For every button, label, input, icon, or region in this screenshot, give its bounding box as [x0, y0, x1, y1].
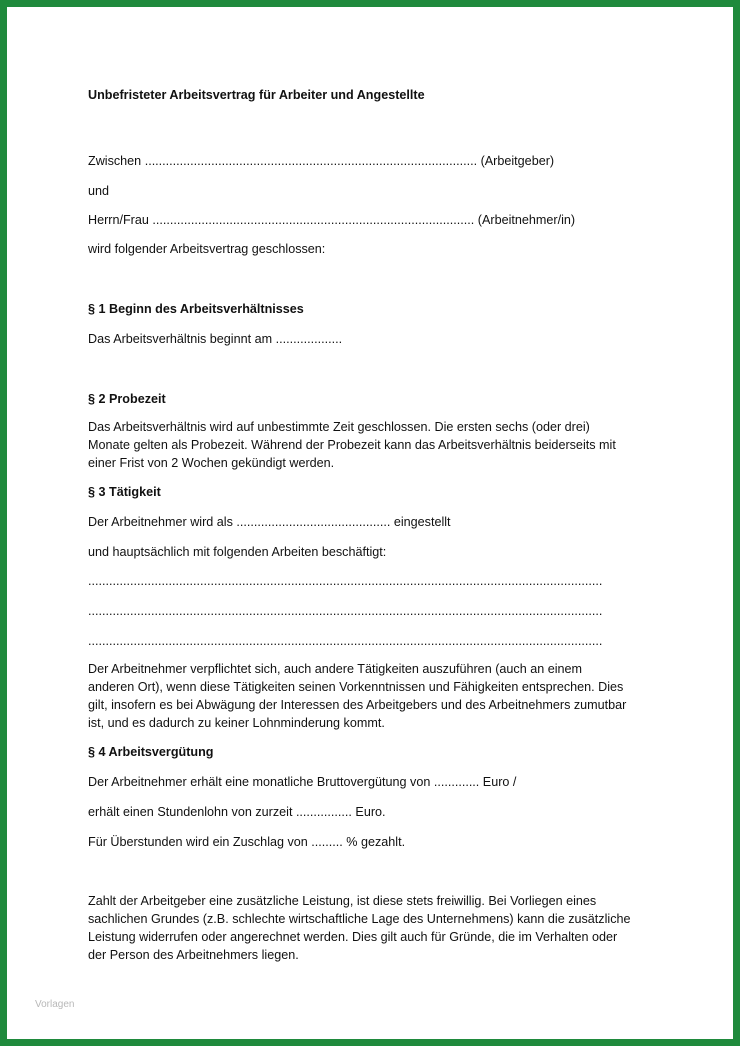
obligation-line: anderen Ort), wenn diese Tätigkeiten seinen Vorkenntnissen und Fähigkeiten entsprechen. Dies — [88, 680, 624, 694]
hourly-pay-line: erhält einen Stundenlohn von zurzeit ................ Euro. — [88, 805, 386, 819]
section-3-heading: § 3 Tätigkeit — [88, 485, 161, 499]
section-1-text: Das Arbeitsverhältnis beginnt am ................... — [88, 332, 343, 346]
obligation-line: ist, und es dadurch zu keiner Lohnminderung kommt. — [88, 716, 385, 730]
employee-line: Herrn/Frau ............................................................................................ (Arbeitnehmer/in) — [88, 213, 576, 227]
section-2-line: Monate gelten als Probezeit. Während der Probezeit kann das Arbeitsverhältnis beiderseits mit — [88, 438, 616, 452]
obligation-line: gilt, insofern es bei Abwägung der Interessen des Arbeitgebers und des Arbeitnehmers zumutbar — [88, 698, 627, 712]
blank-line: ................................................................................................................................................... — [88, 604, 603, 618]
section-4-heading: § 4 Arbeitsvergütung — [88, 745, 214, 759]
and-line: und — [88, 184, 110, 198]
mainly-line: und hauptsächlich mit folgenden Arbeiten beschäftigt: — [88, 545, 387, 559]
document-page — [7, 7, 733, 1039]
document-title: Unbefristeter Arbeitsvertrag für Arbeiter und Angestellte — [88, 88, 425, 102]
section-2-line: Das Arbeitsverhältnis wird auf unbestimmte Zeit geschlossen. Die ersten sechs (oder drei) — [88, 420, 590, 434]
overtime-line: Für Überstunden wird ein Zuschlag von ......... % gezahlt. — [88, 835, 406, 849]
blank-line: ................................................................................................................................................... — [88, 634, 603, 648]
obligation-line: Der Arbeitnehmer verpflichtet sich, auch andere Tätigkeiten auszuführen (auch an einem — [88, 662, 583, 676]
blank-line: ................................................................................................................................................... — [88, 574, 603, 588]
extra-benefit-line: Leistung widerrufen oder angerechnet werden. Dies gilt auch für Gründe, die im Verhalten oder — [88, 930, 618, 944]
monthly-pay-line: Der Arbeitnehmer erhält eine monatliche Bruttovergütung von ............. Euro / — [88, 775, 517, 789]
extra-benefit-line: der Person des Arbeitnehmers liegen. — [88, 948, 299, 962]
extra-benefit-line: Zahlt der Arbeitgeber eine zusätzliche Leistung, ist diese stets freiwillig. Bei Vorliegen eines — [88, 894, 597, 908]
section-2-heading: § 2 Probezeit — [88, 392, 166, 406]
section-1-heading: § 1 Beginn des Arbeitsverhältnisses — [88, 302, 304, 316]
concluded-line: wird folgender Arbeitsvertrag geschlossen: — [88, 242, 326, 256]
section-2-line: einer Frist von 2 Wochen gekündigt werden. — [88, 456, 335, 470]
watermark: Vorlagen — [35, 999, 75, 1010]
between-line: Zwischen ............................................................................................... (Arbeitgeber) — [88, 154, 555, 168]
extra-benefit-line: sachlichen Grundes (z.B. schlechte wirtschaftliche Lage des Unternehmens) kann die zusätzliche — [88, 912, 631, 926]
employed-as-line: Der Arbeitnehmer wird als ............................................ eingestellt — [88, 515, 451, 529]
